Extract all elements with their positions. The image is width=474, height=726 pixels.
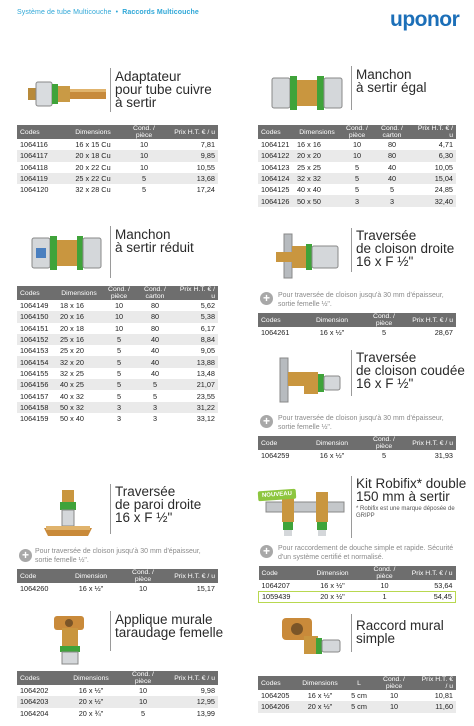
price-table-traversee-droite bbox=[258, 313, 456, 338]
table-cell: 10 bbox=[372, 701, 416, 712]
column-header: Prix H.T. € / u bbox=[406, 436, 456, 450]
table-header-row bbox=[258, 313, 456, 327]
column-header: Cond. / pièce bbox=[121, 671, 165, 685]
product-title-kit-robifix: Kit Robifix* double 150 mm à sertir bbox=[356, 476, 467, 504]
table-row bbox=[17, 696, 218, 707]
table-cell: 20 x 22 Cu bbox=[75, 162, 111, 172]
table-row bbox=[17, 390, 218, 401]
divider-line bbox=[351, 476, 352, 538]
table-cell: 5 cm bbox=[351, 691, 367, 701]
table-cell: 40 bbox=[137, 334, 173, 345]
table-cell: 9,98 bbox=[200, 686, 215, 696]
table-row-highlighted bbox=[259, 591, 456, 602]
column-header: Codes bbox=[17, 125, 61, 139]
table-row bbox=[258, 195, 456, 206]
table-header-row bbox=[258, 436, 456, 450]
table-row bbox=[17, 356, 218, 367]
table-header-row bbox=[258, 676, 456, 690]
table-row bbox=[17, 583, 218, 594]
table-cell: 1064124 bbox=[258, 173, 294, 184]
divider-line bbox=[110, 611, 111, 651]
column-header: Code bbox=[259, 566, 303, 580]
table-cell: 40 x 32 bbox=[60, 391, 84, 401]
table-cell: 9,05 bbox=[200, 346, 215, 356]
table-row bbox=[17, 173, 218, 184]
table-cell: 10 bbox=[352, 140, 362, 150]
table-cell: 1 bbox=[363, 591, 407, 602]
table-cell: 80 bbox=[374, 150, 410, 161]
table-row bbox=[258, 139, 456, 150]
table-cell: 1064259 bbox=[261, 451, 290, 461]
table-cell: 16 x ½" bbox=[319, 328, 345, 338]
plus-icon: + bbox=[260, 292, 273, 305]
table-cell: 20 x 16 bbox=[57, 311, 101, 322]
table-row bbox=[258, 162, 456, 173]
table-cell: 25 x 22 Cu bbox=[61, 173, 125, 184]
table-cell: 6,17 bbox=[200, 323, 215, 333]
table-cell: 40 bbox=[150, 346, 160, 356]
column-header: Cond. / pièce bbox=[125, 125, 163, 139]
table-cell: 3 bbox=[152, 414, 158, 424]
table-cell: 1064203 bbox=[17, 696, 61, 707]
column-header: Cond. / pièce bbox=[101, 286, 137, 300]
table-cell: 1064156 bbox=[17, 379, 57, 390]
table-row bbox=[258, 173, 456, 184]
table-row bbox=[17, 402, 218, 413]
table-cell: 1064154 bbox=[17, 356, 57, 367]
table-cell: 16 x ½" bbox=[319, 451, 345, 461]
table-cell: 10 bbox=[139, 162, 149, 172]
table-cell: 12,95 bbox=[165, 696, 218, 707]
column-header: Prix H.T. € / u bbox=[410, 125, 456, 139]
table-cell: 1064119 bbox=[17, 173, 61, 184]
table-cell: 6,30 bbox=[410, 150, 456, 161]
table-row bbox=[17, 311, 218, 322]
column-header: Prix H.T. € / u bbox=[416, 676, 456, 690]
plus-icon: + bbox=[260, 415, 273, 428]
table-cell: 20 x 18 bbox=[60, 323, 84, 333]
table-cell: 5 bbox=[116, 391, 122, 401]
table-cell: 7,81 bbox=[200, 140, 215, 150]
column-header: Cond. / pièce bbox=[363, 566, 407, 580]
table-cell: 16 x ½" bbox=[307, 691, 333, 701]
table-cell: 32 x 20 bbox=[57, 356, 101, 367]
table-cell: 10 bbox=[125, 150, 163, 161]
manchon-egal-image bbox=[268, 70, 346, 116]
table-cell: 17,24 bbox=[196, 185, 215, 195]
table-header-row bbox=[259, 566, 456, 580]
table-cell: 13,48 bbox=[196, 368, 215, 378]
column-header: Cond. / carton bbox=[374, 125, 410, 139]
table-cell: 40 x 25 bbox=[57, 379, 101, 390]
table-cell: 10,05 bbox=[434, 162, 453, 172]
adaptateur-image bbox=[22, 72, 110, 112]
table-cell: 24,85 bbox=[434, 185, 453, 195]
product-note-traversee-paroi: Pour traversée de cloison jusqu'à 30 mm d'épaisseur, sortie femelle ½". bbox=[35, 548, 201, 564]
table-row bbox=[258, 327, 456, 338]
table-cell: 1064125 bbox=[261, 185, 290, 195]
table-cell: 40 bbox=[150, 368, 160, 378]
applique-image bbox=[36, 612, 102, 666]
table-cell: 5 bbox=[101, 334, 137, 345]
table-cell: 54,45 bbox=[407, 591, 456, 602]
table-cell: 1064118 bbox=[20, 162, 48, 172]
table-header-row bbox=[17, 671, 218, 685]
table-cell: 3 bbox=[116, 414, 122, 424]
table-cell: 28,67 bbox=[434, 328, 453, 338]
column-header: Prix H.T. € / u bbox=[165, 671, 218, 685]
table-cell: 5 bbox=[381, 328, 387, 338]
traversee-paroi-image bbox=[38, 488, 98, 540]
price-table-kit-robifix bbox=[258, 566, 456, 603]
table-cell: 50 x 40 bbox=[60, 414, 84, 424]
table-row bbox=[258, 184, 456, 195]
product-note-kit-robifix: Pour raccordement de douche simple et rapide. Sécurité d'un système certifié et normalisé. bbox=[278, 545, 454, 561]
table-cell: 1064122 bbox=[258, 150, 294, 161]
plus-icon: + bbox=[19, 549, 32, 562]
table-cell: 3 bbox=[374, 195, 410, 206]
price-table-applique bbox=[17, 671, 218, 719]
table-cell: 15,17 bbox=[196, 584, 215, 594]
column-header: Prix H.T. € / u bbox=[173, 286, 218, 300]
table-cell: 15,04 bbox=[410, 173, 456, 184]
table-cell: 33,12 bbox=[196, 414, 215, 424]
table-row bbox=[17, 162, 218, 173]
table-cell: 16 x ½" bbox=[320, 580, 345, 590]
table-cell: 5 bbox=[354, 185, 360, 195]
table-row bbox=[258, 450, 456, 461]
price-table-adaptateur bbox=[17, 125, 218, 195]
table-cell: 10 bbox=[389, 691, 399, 701]
table-row bbox=[17, 379, 218, 390]
product-note-traversee-droite: Pour traversée de cloison jusqu'à 30 mm d'épaisseur, sortie femelle ½". bbox=[278, 292, 444, 308]
column-header: Prix H.T. € / u bbox=[165, 569, 218, 583]
table-cell: 1064152 bbox=[17, 334, 57, 345]
table-cell: 1064150 bbox=[17, 311, 57, 322]
table-cell: 20 x ½" bbox=[294, 701, 346, 712]
table-cell: 3 bbox=[340, 195, 374, 206]
table-cell: 10 bbox=[139, 140, 149, 150]
table-cell: 1064207 bbox=[261, 580, 290, 590]
column-header: Dimensions bbox=[294, 676, 346, 690]
table-cell: 3 bbox=[137, 402, 173, 413]
trademark-footnote: * Robifix est une marque déposée de GRIPP bbox=[356, 506, 455, 519]
table-cell: 16 x ½" bbox=[78, 686, 104, 696]
breadcrumb-section[interactable]: Système de tube Multicouche bbox=[17, 9, 112, 16]
price-table-traversee-paroi bbox=[17, 569, 218, 594]
column-header: Codes bbox=[258, 676, 294, 690]
table-cell: 5 bbox=[116, 346, 122, 356]
breadcrumb bbox=[17, 9, 199, 16]
table-cell: 40 x 40 bbox=[297, 185, 321, 195]
price-table-traversee-coudee bbox=[258, 436, 456, 461]
table-cell: 5 bbox=[116, 368, 122, 378]
product-title-manchon-egal: Manchon à sertir égal bbox=[356, 67, 427, 95]
column-header: Code bbox=[258, 436, 302, 450]
divider-line bbox=[110, 68, 111, 112]
product-title-adaptateur: Adaptateur pour tube cuivre à sertir bbox=[115, 69, 212, 110]
table-row bbox=[17, 334, 218, 345]
table-cell: 53,64 bbox=[434, 580, 453, 590]
table-cell: 1064205 bbox=[261, 691, 290, 701]
table-cell: 8,84 bbox=[173, 334, 218, 345]
product-note-traversee-coudee: Pour traversée de cloison jusqu'à 30 mm d'épaisseur, sortie femelle ½". bbox=[278, 415, 444, 431]
table-row bbox=[259, 580, 456, 591]
table-cell: 10 bbox=[340, 150, 374, 161]
column-header: Dimension bbox=[302, 436, 362, 450]
table-cell: 1064123 bbox=[261, 162, 290, 172]
table-cell: 10 bbox=[380, 580, 389, 590]
table-cell: 16 x 16 bbox=[297, 140, 321, 150]
table-cell: 1064260 bbox=[20, 584, 49, 594]
table-cell: 20 x 18 Cu bbox=[61, 150, 125, 161]
column-header: Codes bbox=[258, 313, 302, 327]
column-header: Cond. / carton bbox=[137, 286, 173, 300]
table-cell: 25 x 16 bbox=[57, 334, 101, 345]
table-cell: 1064121 bbox=[261, 140, 290, 150]
table-cell: 5 bbox=[140, 708, 146, 718]
table-cell: 25 x 20 bbox=[60, 346, 84, 356]
table-cell: 1064153 bbox=[20, 346, 49, 356]
column-header: Cond. / pièce bbox=[362, 436, 406, 450]
table-cell: 32 x 32 bbox=[294, 173, 340, 184]
column-header: Dimensions bbox=[57, 286, 101, 300]
column-header: Codes bbox=[17, 286, 57, 300]
table-cell: 20 x ¾" bbox=[78, 708, 104, 718]
product-title-traversee-coudee: Traversée de cloison coudée 16 x F ½" bbox=[356, 350, 465, 391]
table-cell: 23,55 bbox=[196, 391, 215, 401]
divider-line bbox=[351, 350, 352, 396]
table-cell: 9,85 bbox=[163, 150, 218, 161]
table-cell: 10 bbox=[138, 686, 148, 696]
table-cell: 80 bbox=[387, 140, 397, 150]
column-header: Prix H.T. € / u bbox=[163, 125, 218, 139]
table-cell: 5,38 bbox=[173, 311, 218, 322]
table-row bbox=[17, 184, 218, 195]
table-row bbox=[17, 685, 218, 696]
table-cell: 5 bbox=[141, 185, 147, 195]
table-cell: 80 bbox=[150, 301, 160, 311]
table-row bbox=[17, 368, 218, 379]
table-cell: 32,40 bbox=[410, 195, 456, 206]
table-cell: 32 x 25 bbox=[60, 368, 84, 378]
table-cell: 3 bbox=[101, 402, 137, 413]
product-title-traversee-droite: Traversée de cloison droite 16 x F ½" bbox=[356, 228, 455, 269]
plus-icon: + bbox=[260, 545, 273, 558]
column-header: Prix H.T. € / u bbox=[407, 566, 456, 580]
table-row bbox=[17, 139, 218, 150]
table-row bbox=[17, 150, 218, 161]
column-header: Code bbox=[17, 569, 61, 583]
table-cell: 40 bbox=[137, 356, 173, 367]
column-header: Codes bbox=[17, 671, 61, 685]
price-table-raccord-mural bbox=[258, 676, 456, 713]
table-row bbox=[17, 345, 218, 356]
table-header-row bbox=[17, 125, 218, 139]
column-header: Cond. / pièce bbox=[362, 313, 406, 327]
table-cell: 25 x 25 bbox=[297, 162, 321, 172]
table-cell: 10 bbox=[101, 311, 137, 322]
table-row bbox=[258, 701, 456, 712]
table-cell: 20 x ½" bbox=[303, 591, 363, 602]
table-cell: 31,22 bbox=[173, 402, 218, 413]
table-cell: 80 bbox=[150, 323, 160, 333]
table-cell: 31,93 bbox=[434, 451, 453, 461]
table-row bbox=[258, 690, 456, 701]
table-cell: 16 x ½" bbox=[78, 584, 104, 594]
column-header: Cond. / pièce bbox=[340, 125, 374, 139]
product-title-traversee-paroi: Traversée de paroi droite 16 x F ½" bbox=[115, 484, 202, 525]
table-cell: 1064159 bbox=[20, 414, 49, 424]
table-cell: 1064204 bbox=[20, 708, 49, 718]
price-table-manchon-reduit bbox=[17, 286, 218, 424]
column-header: Codes bbox=[258, 125, 294, 139]
column-header: Dimension bbox=[61, 569, 121, 583]
table-cell: 10 bbox=[138, 584, 148, 594]
table-cell: 5 bbox=[354, 162, 360, 172]
table-cell: 5 bbox=[340, 173, 374, 184]
traversee-droite-image bbox=[272, 230, 344, 282]
table-cell: 5 bbox=[137, 379, 173, 390]
price-table-manchon-egal bbox=[258, 125, 456, 207]
uponor-logo[interactable]: uponor bbox=[390, 8, 460, 31]
table-cell: 1064126 bbox=[258, 195, 294, 206]
column-header: Dimension bbox=[302, 313, 362, 327]
column-header: L bbox=[346, 676, 372, 690]
table-header-row bbox=[258, 125, 456, 139]
table-header-row bbox=[17, 286, 218, 300]
divider-line bbox=[110, 484, 111, 534]
divider-line bbox=[351, 228, 352, 272]
breadcrumb-current[interactable]: Raccords Multicouche bbox=[122, 9, 199, 16]
product-title-applique: Applique murale taraudage femelle bbox=[115, 612, 224, 640]
table-cell: 1064116 bbox=[20, 140, 48, 150]
table-cell: 80 bbox=[137, 311, 173, 322]
table-cell: 32 x 28 Cu bbox=[75, 185, 111, 195]
table-cell: 40 bbox=[387, 162, 397, 172]
table-cell: 1064155 bbox=[20, 368, 49, 378]
table-cell: 1064202 bbox=[20, 686, 49, 696]
new-badge: NOUVEAU bbox=[258, 489, 297, 502]
product-title-manchon-reduit: Manchon à sertir réduit bbox=[115, 227, 194, 255]
table-row bbox=[17, 323, 218, 334]
table-cell: 5 cm bbox=[346, 701, 372, 712]
column-header: Dimensions bbox=[61, 125, 125, 139]
table-cell: 1064206 bbox=[258, 701, 294, 712]
table-cell: 1059439 bbox=[259, 591, 303, 602]
table-row bbox=[17, 413, 218, 424]
table-cell: 21,07 bbox=[173, 379, 218, 390]
table-cell: 1064149 bbox=[20, 301, 49, 311]
table-cell: 1064117 bbox=[17, 150, 61, 161]
column-header: Dimensions bbox=[61, 671, 121, 685]
divider-line bbox=[351, 66, 352, 110]
table-header-row bbox=[17, 569, 218, 583]
column-header: Cond. / pièce bbox=[121, 569, 165, 583]
table-cell: 20 x ½" bbox=[61, 696, 121, 707]
table-cell: 1064120 bbox=[20, 185, 49, 195]
table-cell: 10,55 bbox=[196, 162, 215, 172]
table-cell: 1064151 bbox=[20, 323, 49, 333]
table-cell: 5 bbox=[101, 379, 137, 390]
divider-line bbox=[351, 614, 352, 652]
column-header: Dimension bbox=[303, 566, 363, 580]
traversee-coudee-image bbox=[274, 352, 344, 408]
column-header: Dimensions bbox=[294, 125, 340, 139]
table-row bbox=[258, 150, 456, 161]
table-cell: 11,60 bbox=[416, 701, 456, 712]
table-cell: 18 x 16 bbox=[60, 301, 84, 311]
column-header: Cond. / pièce bbox=[372, 676, 416, 690]
table-cell: 50 x 50 bbox=[294, 195, 340, 206]
table-cell: 16 x 15 Cu bbox=[75, 140, 111, 150]
table-cell: 10 bbox=[114, 301, 124, 311]
table-row bbox=[17, 708, 218, 719]
table-cell: 1064157 bbox=[20, 391, 49, 401]
table-cell: 13,88 bbox=[173, 356, 218, 367]
table-cell: 1064158 bbox=[17, 402, 57, 413]
table-cell: 5 bbox=[389, 185, 395, 195]
table-cell: 10 bbox=[114, 323, 124, 333]
table-cell: 5 bbox=[381, 451, 387, 461]
table-cell: 20 x 20 bbox=[294, 150, 340, 161]
table-cell: 13,68 bbox=[163, 173, 218, 184]
divider-line bbox=[110, 226, 111, 278]
product-title-raccord-mural: Raccord mural simple bbox=[356, 618, 444, 646]
table-cell: 50 x 32 bbox=[57, 402, 101, 413]
table-cell: 13,99 bbox=[196, 708, 215, 718]
table-cell: 10,81 bbox=[434, 691, 453, 701]
table-cell: 5,62 bbox=[200, 301, 215, 311]
table-row bbox=[17, 300, 218, 311]
table-cell: 5 bbox=[152, 391, 158, 401]
table-cell: 5 bbox=[125, 173, 163, 184]
raccord-mural-image bbox=[276, 612, 344, 668]
table-cell: 1064261 bbox=[261, 328, 290, 338]
table-cell: 4,71 bbox=[438, 140, 453, 150]
column-header: Prix H.T. € / u bbox=[406, 313, 456, 327]
table-cell: 40 bbox=[374, 173, 410, 184]
table-cell: 5 bbox=[101, 356, 137, 367]
manchon-reduit-image bbox=[28, 228, 104, 278]
table-cell: 10 bbox=[121, 696, 165, 707]
breadcrumb-separator: • bbox=[115, 9, 119, 16]
